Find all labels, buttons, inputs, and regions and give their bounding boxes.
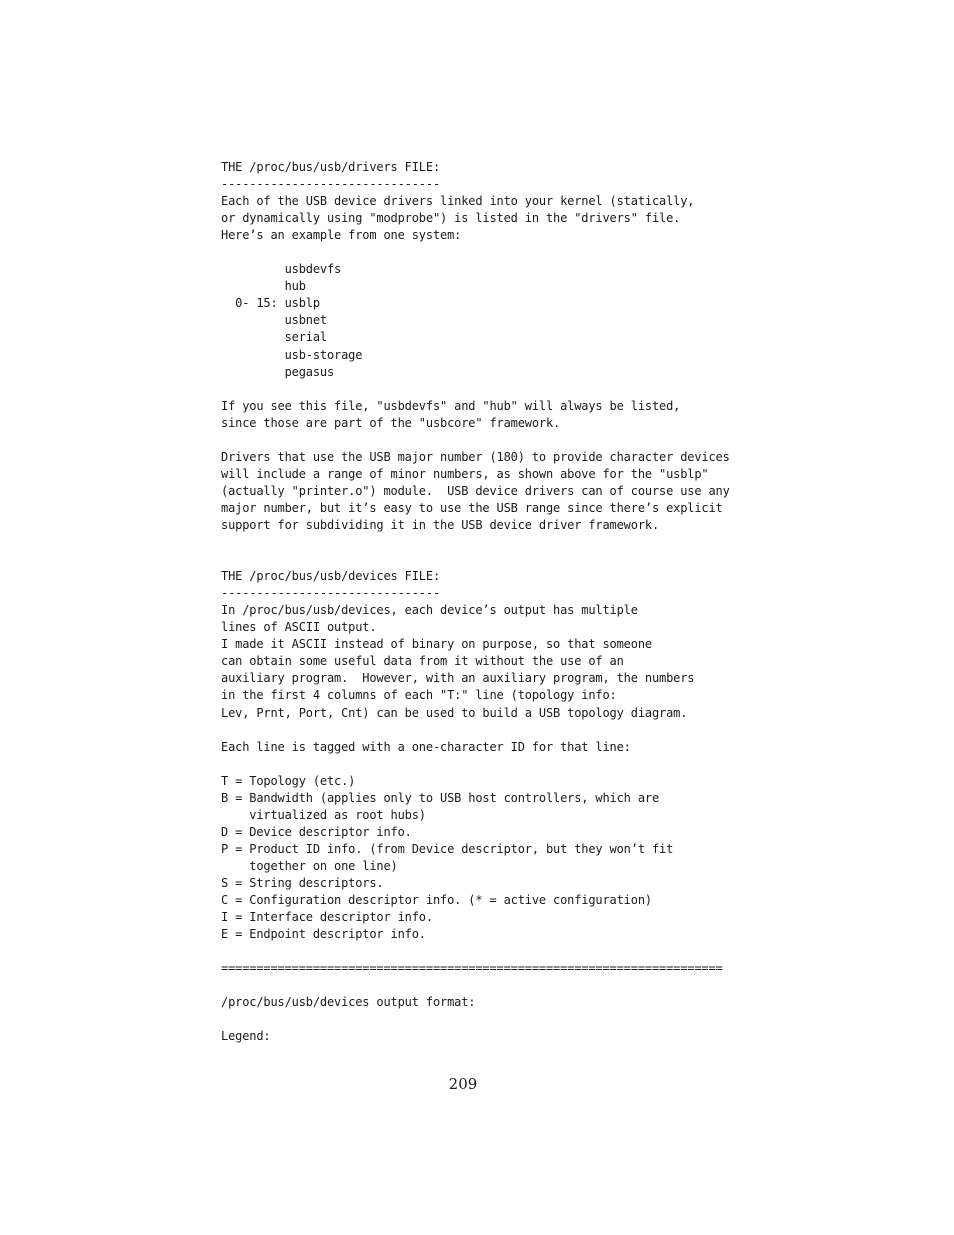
text-line: hub [221,279,306,294]
text-line: serial [221,330,327,345]
text-line: Here’s an example from one system: [221,228,462,243]
text-line: lines of ASCII output. [221,620,377,635]
text-line: will include a range of minor numbers, as shown above for the "usblp" [221,466,709,481]
blank-line [221,381,781,398]
text-line: Lev, Prnt, Port, Cnt) can be used to build a USB topology diagram. [221,705,688,720]
blank-line [221,1011,781,1028]
blank-line [221,722,781,739]
text-line: C = Configuration descriptor info. (* = active configuration) [221,893,652,908]
text-line: THE /proc/bus/usb/devices FILE: [221,569,441,584]
text-line: virtualized as root hubs) [221,807,426,822]
text-line: E = Endpoint descriptor info. [221,927,426,942]
text-line: auxiliary program. However, with an auxiliary program, the numbers [221,671,695,686]
text-line: in the first 4 columns of each "T:" line (topology info: [221,688,617,703]
blank-line [221,756,781,773]
text-line: Each line is tagged with a one-character ID for that line: [221,739,631,754]
blank-line [221,432,781,449]
document-text [221,159,781,1045]
text-line: THE /proc/bus/usb/drivers FILE: [221,160,441,174]
text-line: or dynamically using "modprobe") is listed in the "drivers" file. [221,211,681,226]
text-line: ------------------------------- [221,586,441,601]
text-line: 0- 15: usblp [221,296,320,311]
text-line: I = Interface descriptor info. [221,910,433,925]
text-line: since those are part of the "usbcore" framework. [221,415,561,430]
text-line: usbnet [221,313,327,328]
text-line: If you see this file, "usbdevfs" and "hub" will always be listed, [221,398,681,413]
text-line: Legend: [221,1029,271,1044]
text-line: /proc/bus/usb/devices output format: [221,995,476,1010]
text-line: P = Product ID info. (from Device descriptor, but they won’t fit [221,841,674,856]
blank-line [221,977,781,994]
text-line: ======================================================================= [221,961,723,976]
text-line: T = Topology (etc.) [221,773,356,788]
text-line: major number, but it’s easy to use the USB range since there’s explicit [221,500,723,515]
page-number: 209 [448,1075,478,1093]
text-line: usbdevfs [221,262,342,277]
text-line: ------------------------------- [221,177,441,192]
blank-line [221,534,781,551]
text-line: together on one line) [221,858,398,873]
text-line: pegasus [221,364,335,379]
blank-line [221,244,781,261]
text-line: can obtain some useful data from it without the use of an [221,654,624,669]
text-line: usb-storage [221,347,363,362]
text-line: Each of the USB device drivers linked into your kernel (statically, [221,194,695,209]
text-line: B = Bandwidth (applies only to USB host controllers, which are [221,790,660,805]
text-line: (actually "printer.o") module. USB device drivers can of course use any [221,483,730,498]
text-line: Drivers that use the USB major number (180) to provide character devices [221,449,730,464]
text-line: D = Device descriptor info. [221,824,412,839]
text-line: In /proc/bus/usb/devices, each device’s output has multiple [221,603,638,618]
blank-line [221,943,781,960]
text-line: I made it ASCII instead of binary on purpose, so that someone [221,637,652,652]
text-line: S = String descriptors. [221,875,384,890]
text-line: support for subdividing it in the USB device driver framework. [221,517,660,532]
blank-line [221,551,781,568]
